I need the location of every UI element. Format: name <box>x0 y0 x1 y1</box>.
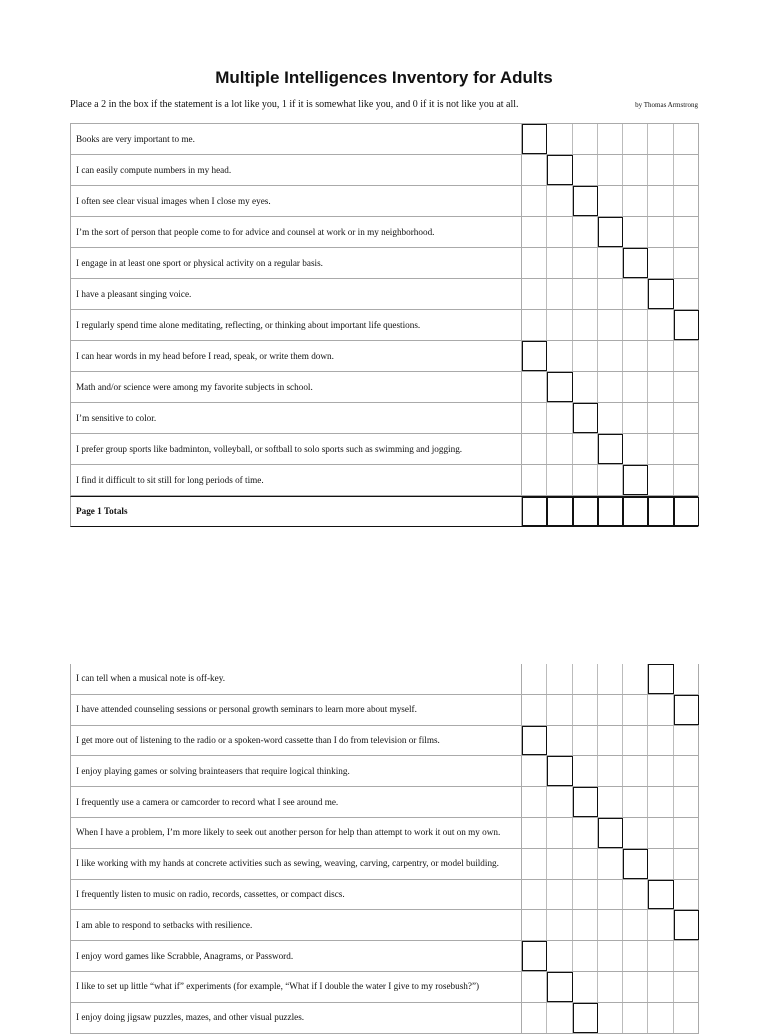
score-box[interactable] <box>598 941 623 971</box>
score-box[interactable] <box>598 787 623 817</box>
score-box[interactable] <box>674 787 699 817</box>
score-box[interactable] <box>598 279 623 309</box>
score-box[interactable] <box>648 787 673 817</box>
score-box[interactable] <box>547 124 572 154</box>
statement-row <box>70 372 698 403</box>
score-box[interactable] <box>648 403 673 433</box>
score-box[interactable] <box>547 403 572 433</box>
score-box[interactable] <box>623 910 648 940</box>
statement-text: I’m sensitive to color. <box>71 403 522 433</box>
score-box[interactable] <box>598 186 623 216</box>
total-score-box[interactable] <box>674 497 699 526</box>
score-box[interactable] <box>623 756 648 786</box>
score-box[interactable] <box>547 756 572 786</box>
score-box[interactable] <box>547 910 572 940</box>
score-box[interactable] <box>573 279 598 309</box>
score-box[interactable] <box>648 155 673 185</box>
statement-text: I enjoy doing jigsaw puzzles, mazes, and other visual puzzles. <box>71 1003 522 1033</box>
score-box[interactable] <box>623 279 648 309</box>
statement-row <box>70 941 698 972</box>
statement-text: I enjoy word games like Scrabble, Anagrams, or Password. <box>71 941 522 971</box>
score-box[interactable] <box>598 756 623 786</box>
score-box[interactable] <box>623 972 648 1002</box>
statement-text: I like to set up little “what if” experiments (for example, “What if I double the water I give to my rosebush?”) <box>71 972 522 1002</box>
totals-row <box>70 496 698 527</box>
score-box[interactable] <box>648 726 673 756</box>
score-box[interactable] <box>598 695 623 725</box>
score-box[interactable] <box>648 465 673 495</box>
statement-text: I can easily compute numbers in my head. <box>71 155 522 185</box>
score-box[interactable] <box>623 664 648 694</box>
statement-row <box>70 341 698 372</box>
score-box[interactable] <box>547 310 572 340</box>
score-box[interactable] <box>648 756 673 786</box>
score-box[interactable] <box>547 465 572 495</box>
total-score-box[interactable] <box>598 497 623 526</box>
score-box[interactable] <box>674 972 699 1002</box>
score-box[interactable] <box>623 310 648 340</box>
score-box[interactable] <box>623 434 648 464</box>
statement-row <box>70 279 698 310</box>
statement-row <box>70 155 698 186</box>
score-box[interactable] <box>648 434 673 464</box>
statement-row <box>70 434 698 465</box>
score-box[interactable] <box>547 1003 572 1033</box>
statement-text: I frequently use a camera or camcorder to record what I see around me. <box>71 787 522 817</box>
score-box[interactable] <box>598 972 623 1002</box>
score-box[interactable] <box>648 310 673 340</box>
score-box[interactable] <box>674 372 699 402</box>
score-box[interactable] <box>522 664 547 694</box>
statement-text: I enjoy playing games or solving brainteasers that require logical thinking. <box>71 756 522 786</box>
statement-text: I have attended counseling sessions or personal growth seminars to learn more about myself. <box>71 695 522 725</box>
statement-text: I have a pleasant singing voice. <box>71 279 522 309</box>
score-box[interactable] <box>648 910 673 940</box>
score-box[interactable] <box>522 726 547 756</box>
score-box[interactable] <box>674 217 699 247</box>
score-box[interactable] <box>674 248 699 278</box>
score-box[interactable] <box>623 880 648 910</box>
score-box[interactable] <box>648 217 673 247</box>
score-box[interactable] <box>522 787 547 817</box>
score-box[interactable] <box>573 434 598 464</box>
statement-row <box>70 726 698 757</box>
statement-text: I get more out of listening to the radio or a spoken-word cassette than I do from television or films. <box>71 726 522 756</box>
score-box[interactable] <box>522 849 547 879</box>
statement-row <box>70 695 698 726</box>
statement-text: I can tell when a musical note is off-key. <box>71 664 522 694</box>
score-box[interactable] <box>648 972 673 1002</box>
score-box[interactable] <box>522 695 547 725</box>
score-box[interactable] <box>573 217 598 247</box>
score-box[interactable] <box>674 910 699 940</box>
score-box[interactable] <box>573 465 598 495</box>
score-box[interactable] <box>623 465 648 495</box>
score-box[interactable] <box>674 403 699 433</box>
score-box[interactable] <box>674 155 699 185</box>
page-title: Multiple Intelligences Inventory for Adults <box>215 68 553 87</box>
statement-row <box>70 910 698 941</box>
score-box[interactable] <box>573 372 598 402</box>
score-box[interactable] <box>522 941 547 971</box>
score-box[interactable] <box>674 186 699 216</box>
score-box[interactable] <box>648 695 673 725</box>
score-box[interactable] <box>573 880 598 910</box>
score-box[interactable] <box>547 972 572 1002</box>
score-box[interactable] <box>623 372 648 402</box>
score-box[interactable] <box>648 849 673 879</box>
score-box[interactable] <box>522 248 547 278</box>
statement-row <box>70 756 698 787</box>
score-box[interactable] <box>598 849 623 879</box>
score-box[interactable] <box>547 818 572 848</box>
statement-row <box>70 880 698 911</box>
inventory-table-page-1 <box>70 123 699 527</box>
score-box[interactable] <box>573 341 598 371</box>
score-box[interactable] <box>648 279 673 309</box>
score-box[interactable] <box>598 818 623 848</box>
score-box[interactable] <box>623 403 648 433</box>
statement-row <box>70 787 698 818</box>
score-box[interactable] <box>598 310 623 340</box>
total-score-box[interactable] <box>623 497 648 526</box>
score-box[interactable] <box>674 465 699 495</box>
score-box[interactable] <box>573 664 598 694</box>
score-box[interactable] <box>623 818 648 848</box>
score-box[interactable] <box>522 972 547 1002</box>
statement-text: I am able to respond to setbacks with resilience. <box>71 910 522 940</box>
score-box[interactable] <box>598 124 623 154</box>
statement-row <box>70 403 698 434</box>
score-box[interactable] <box>598 910 623 940</box>
statement-text: I can hear words in my head before I read, speak, or write them down. <box>71 341 522 371</box>
score-box[interactable] <box>623 1003 648 1033</box>
score-box[interactable] <box>623 941 648 971</box>
score-box[interactable] <box>598 434 623 464</box>
score-box[interactable] <box>522 186 547 216</box>
score-box[interactable] <box>598 465 623 495</box>
score-box[interactable] <box>547 787 572 817</box>
score-box[interactable] <box>623 124 648 154</box>
statement-text: I prefer group sports like badminton, volleyball, or softball to solo sports such as swimming and jogging. <box>71 434 522 464</box>
score-box[interactable] <box>573 248 598 278</box>
score-box[interactable] <box>522 910 547 940</box>
score-box[interactable] <box>674 941 699 971</box>
score-box[interactable] <box>648 941 673 971</box>
statement-text: I often see clear visual images when I close my eyes. <box>71 186 522 216</box>
score-box[interactable] <box>674 695 699 725</box>
score-box[interactable] <box>623 695 648 725</box>
score-box[interactable] <box>573 787 598 817</box>
score-box[interactable] <box>522 279 547 309</box>
score-box[interactable] <box>648 664 673 694</box>
score-box[interactable] <box>623 726 648 756</box>
score-box[interactable] <box>623 787 648 817</box>
score-box[interactable] <box>623 155 648 185</box>
score-box[interactable] <box>573 1003 598 1033</box>
score-box[interactable] <box>522 880 547 910</box>
score-box[interactable] <box>522 434 547 464</box>
score-box[interactable] <box>547 434 572 464</box>
score-box[interactable] <box>522 124 547 154</box>
totals-label: Page 1 Totals <box>71 497 522 526</box>
score-box[interactable] <box>573 910 598 940</box>
score-box[interactable] <box>648 818 673 848</box>
score-box[interactable] <box>598 403 623 433</box>
statement-text: I frequently listen to music on radio, records, cassettes, or compact discs. <box>71 880 522 910</box>
score-box[interactable] <box>573 403 598 433</box>
score-box[interactable] <box>573 818 598 848</box>
score-box[interactable] <box>598 248 623 278</box>
statement-row <box>70 124 698 155</box>
statement-row <box>70 248 698 279</box>
author-credit: by Thomas Armstrong <box>635 101 698 109</box>
score-box[interactable] <box>547 186 572 216</box>
score-box[interactable] <box>674 880 699 910</box>
score-box[interactable] <box>648 1003 673 1033</box>
statement-row <box>70 849 698 880</box>
score-box[interactable] <box>547 372 572 402</box>
score-box[interactable] <box>573 941 598 971</box>
score-box[interactable] <box>648 372 673 402</box>
score-box[interactable] <box>547 248 572 278</box>
score-box[interactable] <box>674 1003 699 1033</box>
score-box[interactable] <box>573 124 598 154</box>
statement-row <box>70 186 698 217</box>
score-box[interactable] <box>598 155 623 185</box>
statement-row <box>70 217 698 248</box>
score-box[interactable] <box>623 341 648 371</box>
score-box[interactable] <box>623 186 648 216</box>
score-box[interactable] <box>674 279 699 309</box>
score-box[interactable] <box>674 124 699 154</box>
score-box[interactable] <box>522 217 547 247</box>
total-score-box[interactable] <box>522 497 547 526</box>
score-box[interactable] <box>522 465 547 495</box>
total-score-box[interactable] <box>648 497 673 526</box>
score-box[interactable] <box>648 124 673 154</box>
score-box[interactable] <box>623 849 648 879</box>
score-box[interactable] <box>648 248 673 278</box>
statement-text: Books are very important to me. <box>71 124 522 154</box>
score-box[interactable] <box>623 217 648 247</box>
total-score-box[interactable] <box>573 497 598 526</box>
statement-row <box>70 465 698 496</box>
statement-text: I’m the sort of person that people come to for advice and counsel at work or in my neighborhood. <box>71 217 522 247</box>
score-box[interactable] <box>674 756 699 786</box>
score-box[interactable] <box>547 849 572 879</box>
score-box[interactable] <box>573 155 598 185</box>
score-box[interactable] <box>522 310 547 340</box>
score-box[interactable] <box>547 217 572 247</box>
score-box[interactable] <box>522 818 547 848</box>
score-box[interactable] <box>522 372 547 402</box>
score-box[interactable] <box>547 664 572 694</box>
statement-text: I engage in at least one sport or physical activity on a regular basis. <box>71 248 522 278</box>
score-box[interactable] <box>598 217 623 247</box>
statement-text: Math and/or science were among my favorite subjects in school. <box>71 372 522 402</box>
score-box[interactable] <box>547 341 572 371</box>
score-box[interactable] <box>573 726 598 756</box>
statement-row <box>70 664 698 695</box>
score-box[interactable] <box>547 726 572 756</box>
score-box[interactable] <box>522 155 547 185</box>
score-box[interactable] <box>547 695 572 725</box>
total-score-box[interactable] <box>547 497 572 526</box>
score-box[interactable] <box>674 818 699 848</box>
score-box[interactable] <box>573 695 598 725</box>
score-box[interactable] <box>648 880 673 910</box>
score-box[interactable] <box>547 941 572 971</box>
score-box[interactable] <box>522 341 547 371</box>
score-box[interactable] <box>598 880 623 910</box>
score-box[interactable] <box>598 341 623 371</box>
score-box[interactable] <box>598 726 623 756</box>
score-box[interactable] <box>674 664 699 694</box>
statement-row <box>70 310 698 341</box>
score-box[interactable] <box>674 849 699 879</box>
score-box[interactable] <box>573 310 598 340</box>
score-box[interactable] <box>598 372 623 402</box>
score-box[interactable] <box>674 726 699 756</box>
score-box[interactable] <box>674 341 699 371</box>
statement-row <box>70 972 698 1003</box>
statement-text: I find it difficult to sit still for long periods of time. <box>71 465 522 495</box>
score-box[interactable] <box>547 880 572 910</box>
score-box[interactable] <box>573 756 598 786</box>
score-box[interactable] <box>522 1003 547 1033</box>
score-box[interactable] <box>522 403 547 433</box>
statement-text: I like working with my hands at concrete activities such as sewing, weaving, carving, carpentry, or model building. <box>71 849 522 879</box>
statement-text: When I have a problem, I’m more likely to seek out another person for help than attempt to work it out on my own. <box>71 818 522 848</box>
score-box[interactable] <box>573 849 598 879</box>
statement-row <box>70 818 698 849</box>
score-box[interactable] <box>598 664 623 694</box>
score-box[interactable] <box>648 186 673 216</box>
score-box[interactable] <box>648 341 673 371</box>
score-box[interactable] <box>573 972 598 1002</box>
score-box[interactable] <box>547 279 572 309</box>
instructions-text: Place a 2 in the box if the statement is a lot like you, 1 if it is somewhat like you, and 0 if it is not like you at all. <box>70 99 519 110</box>
score-box[interactable] <box>598 1003 623 1033</box>
score-box[interactable] <box>623 248 648 278</box>
score-box[interactable] <box>547 155 572 185</box>
score-box[interactable] <box>674 434 699 464</box>
score-box[interactable] <box>522 756 547 786</box>
score-box[interactable] <box>573 186 598 216</box>
inventory-table-page-2 <box>70 664 699 1034</box>
score-box[interactable] <box>674 310 699 340</box>
statement-row <box>70 1003 698 1034</box>
statement-text: I regularly spend time alone meditating, reflecting, or thinking about important life questions. <box>71 310 522 340</box>
